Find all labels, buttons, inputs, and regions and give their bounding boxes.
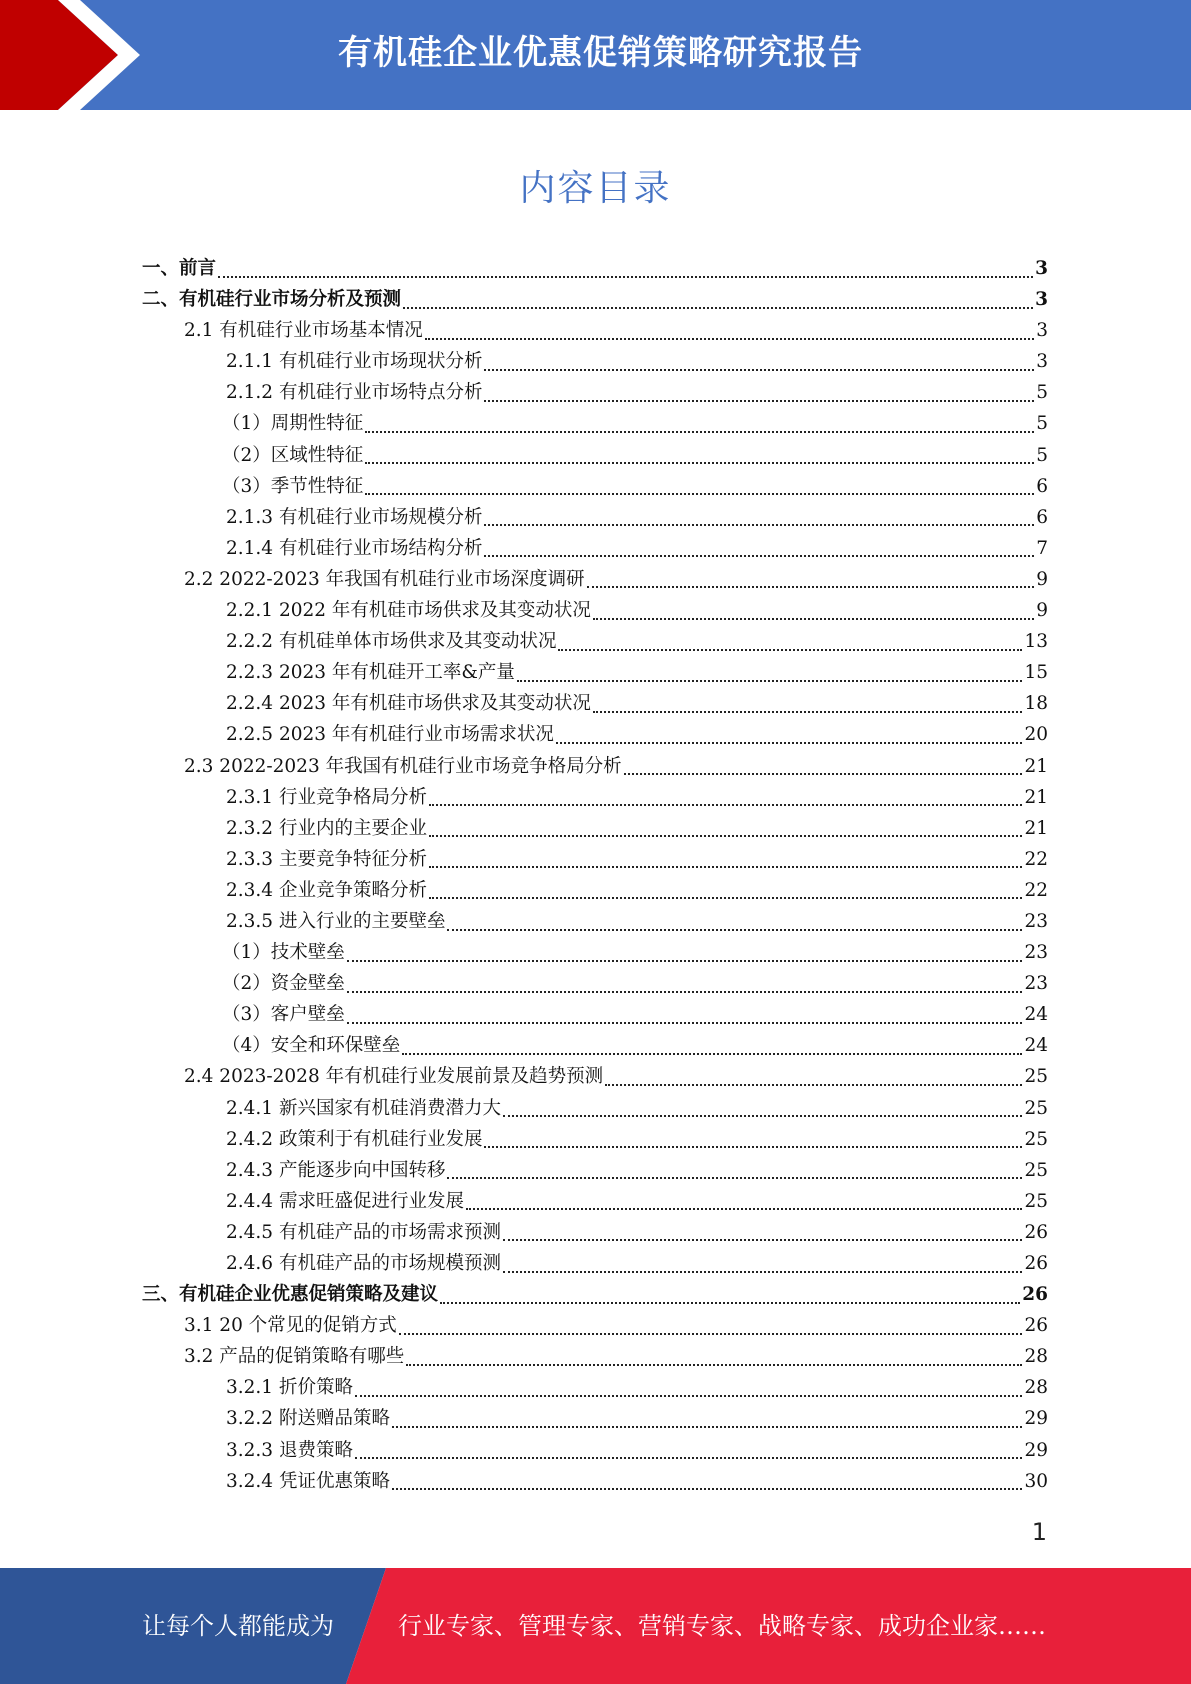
toc-leader-dots [365,493,1034,495]
toc-entry-label: 3.2.2 附送赠品策略 [226,1408,390,1430]
toc-leader-dots [484,1146,1022,1148]
toc-leader-dots [593,618,1034,620]
toc-entry[interactable] [142,937,1048,968]
toc-entry-label: 2.2.3 2023 年有机硅开工率&产量 [226,662,515,684]
toc-entry-page: 6 [1036,475,1048,497]
toc-entry-label: （1）周期性特征 [222,413,364,435]
toc-leader-dots [605,1084,1022,1086]
toc-leader-dots [624,773,1023,775]
toc-entry-label: 2.1.3 有机硅行业市场规模分析 [226,506,483,528]
toc-entry[interactable] [142,968,1048,999]
toc-entry-label: 2.1.2 有机硅行业市场特点分析 [226,382,483,404]
toc-entry-page: 9 [1036,568,1048,590]
toc-entry-label: 2.3.5 进入行业的主要壁垒 [226,910,446,932]
table-of-contents [142,253,1048,1497]
toc-entry[interactable] [142,1435,1048,1466]
toc-entry[interactable] [142,1341,1048,1372]
toc-entry-label: 2.4.6 有机硅产品的市场规模预测 [226,1253,501,1274]
toc-entry-page: 23 [1024,973,1048,995]
toc-leader-dots [429,897,1022,899]
toc-leader-dots [484,524,1034,526]
toc-leader-dots [447,1177,1022,1179]
toc-leader-dots [399,1333,1023,1335]
toc-entry-label: 2.2 2022-2023 年我国有机硅行业市场深度调研 [184,568,585,590]
toc-entry[interactable] [142,440,1048,471]
toc-entry[interactable] [142,1155,1048,1186]
toc-entry-label: 2.4.4 需求旺盛促进行业发展 [226,1190,464,1212]
toc-entry[interactable] [142,253,1048,284]
footer-banner [0,1568,1191,1684]
toc-entry-page: 3 [1036,351,1048,373]
toc-entry-label: 2.1 有机硅行业市场基本情况 [184,320,423,342]
toc-entry[interactable] [142,1466,1048,1497]
toc-entry-page: 29 [1024,1408,1048,1430]
toc-entry[interactable] [142,471,1048,502]
toc-leader-dots [593,711,1023,713]
toc-entry-label: 2.3.1 行业竞争格局分析 [226,786,427,808]
toc-entry[interactable] [142,315,1048,346]
toc-entry-label: 2.4.5 有机硅产品的市场需求预测 [226,1221,501,1243]
toc-leader-dots [218,276,1033,278]
toc-leader-dots [440,1302,1020,1304]
toc-entry[interactable] [142,533,1048,564]
toc-entry[interactable] [142,1279,1048,1310]
toc-entry[interactable] [142,1186,1048,1217]
toc-entry-page: 23 [1024,942,1048,964]
toc-entry-page: 24 [1024,1004,1048,1026]
toc-leader-dots [484,555,1034,557]
toc-entry-page: 3 [1036,320,1048,342]
toc-entry[interactable] [142,408,1048,439]
toc-entry[interactable] [142,377,1048,408]
toc-entry-label: 3.2 产品的促销策略有哪些 [184,1346,405,1368]
toc-entry-label: 2.4 2023-2028 年有机硅行业发展前景及趋势预测 [184,1066,604,1088]
toc-entry[interactable] [142,564,1048,595]
toc-entry[interactable] [142,751,1048,782]
toc-entry[interactable] [142,999,1048,1030]
toc-leader-dots [355,1457,1023,1459]
toc-entry[interactable] [142,844,1048,875]
toc-entry-label: （2）区域性特征 [222,444,364,466]
toc-entry-label: 2.2.5 2023 年有机硅行业市场需求状况 [226,724,554,746]
toc-entry-label: 2.2.2 有机硅单体市场供求及其变动状况 [226,631,557,653]
toc-entry-page: 21 [1024,755,1048,777]
toc-entry-page: 3 [1035,289,1048,311]
toc-entry-page: 13 [1024,631,1048,653]
toc-entry-label: （4）安全和环保壁垒 [222,1035,401,1057]
toc-entry-label: 2.3 2022-2023 年我国有机硅行业市场竞争格局分析 [184,755,622,777]
toc-entry-label: 三、有机硅企业优惠促销策略及建议 [142,1284,439,1306]
page-number: 1 [1031,1518,1047,1546]
toc-entry[interactable] [142,1061,1048,1092]
toc-entry-page: 5 [1036,444,1048,466]
toc-entry-page: 29 [1024,1439,1048,1461]
toc-entry-page: 25 [1024,1097,1048,1119]
toc-entry[interactable] [142,813,1048,844]
toc-leader-dots [447,929,1022,931]
toc-leader-dots [484,400,1034,402]
toc-leader-dots [347,960,1023,962]
toc-entry-page: 22 [1024,879,1048,901]
toc-entry[interactable] [142,1124,1048,1155]
toc-entry-page: 26 [1022,1284,1048,1306]
toc-entry[interactable] [142,657,1048,688]
toc-entry-page: 25 [1024,1190,1048,1212]
toc-entry-label: 2.1.4 有机硅行业市场结构分析 [226,537,483,559]
toc-leader-dots [425,338,1034,340]
toc-leader-dots [466,1208,1022,1210]
toc-leader-dots [587,586,1035,588]
toc-entry-page: 15 [1024,662,1048,684]
toc-entry[interactable] [142,1372,1048,1403]
toc-entry[interactable] [142,782,1048,813]
toc-leader-dots [558,649,1022,651]
toc-leader-dots [503,1271,1022,1273]
toc-entry-page: 25 [1024,1159,1048,1181]
toc-entry-label: 2.4.3 产能逐步向中国转移 [226,1159,446,1181]
toc-entry-label: （3）客户壁垒 [222,1004,345,1026]
toc-leader-dots [429,804,1022,806]
toc-entry-page: 6 [1036,506,1048,528]
toc-entry-page: 7 [1036,537,1048,559]
toc-entry[interactable] [142,1030,1048,1061]
toc-entry-page: 20 [1024,724,1048,746]
toc-leader-dots [347,1022,1023,1024]
toc-entry-label: （1）技术壁垒 [222,942,345,964]
toc-leader-dots [365,462,1034,464]
toc-leader-dots [402,1053,1022,1055]
toc-entry-page: 26 [1024,1221,1048,1243]
toc-leader-dots [365,431,1034,433]
toc-entry-page: 18 [1024,693,1048,715]
toc-leader-dots [517,680,1023,682]
toc-entry[interactable] [142,595,1048,626]
toc-entry-label: 2.1.1 有机硅行业市场现状分析 [226,351,483,373]
toc-entry-page: 30 [1024,1470,1048,1492]
toc-entry[interactable] [142,875,1048,906]
toc-entry-page: 26 [1024,1253,1048,1274]
toc-entry[interactable] [142,284,1048,315]
toc-entry-page: 28 [1024,1346,1048,1368]
toc-entry[interactable] [142,719,1048,750]
toc-entry-label: 一、前言 [142,258,217,279]
toc-entry-label: 3.2.4 凭证优惠策略 [226,1470,390,1492]
toc-entry-label: 2.3.2 行业内的主要企业 [226,817,427,839]
toc-entry-label: 2.3.4 企业竞争策略分析 [226,879,427,901]
toc-entry-page: 5 [1036,382,1048,404]
toc-entry[interactable] [142,1248,1048,1279]
toc-entry-page: 28 [1024,1377,1048,1399]
toc-entry-page: 25 [1024,1128,1048,1150]
toc-entry[interactable] [142,1093,1048,1124]
toc-entry[interactable] [142,346,1048,377]
toc-entry[interactable] [142,502,1048,533]
toc-entry-label: 2.4.2 政策利于有机硅行业发展 [226,1128,483,1150]
toc-entry[interactable] [142,1403,1048,1434]
toc-leader-dots [406,1364,1022,1366]
toc-entry[interactable] [142,906,1048,937]
report-title: 有机硅企业优惠促销策略研究报告 [338,33,863,73]
toc-entry[interactable] [142,626,1048,657]
toc-entry-page: 5 [1036,413,1048,435]
toc-entry-page: 24 [1024,1035,1048,1057]
toc-entry-page: 3 [1035,258,1048,279]
header-arrow-decoration [0,0,160,110]
toc-leader-dots [429,866,1022,868]
footer-slogan-right: 行业专家、管理专家、营销专家、战略专家、成功企业家…… [398,1612,1046,1640]
toc-entry-label: 2.4.1 新兴国家有机硅消费潜力大 [226,1097,501,1119]
toc-entry-page: 26 [1024,1315,1048,1337]
toc-leader-dots [392,1488,1022,1490]
toc-heading: 内容目录 [519,168,672,209]
toc-leader-dots [429,835,1022,837]
toc-entry-label: （2）资金壁垒 [222,973,345,995]
toc-entry-page: 23 [1024,910,1048,932]
toc-leader-dots [556,742,1023,744]
toc-entry[interactable] [142,1217,1048,1248]
toc-leader-dots [355,1395,1023,1397]
toc-leader-dots [503,1115,1022,1117]
toc-entry-label: （3）季节性特征 [222,475,364,497]
toc-entry-page: 21 [1024,786,1048,808]
toc-entry[interactable] [142,1310,1048,1341]
toc-leader-dots [392,1426,1022,1428]
toc-entry-label: 3.1 20 个常见的促销方式 [184,1315,397,1337]
toc-leader-dots [503,1239,1022,1241]
footer-slogan-left: 让每个人都能成为 [142,1612,334,1640]
toc-leader-dots [403,307,1033,309]
toc-entry-page: 22 [1024,848,1048,870]
toc-entry-label: 二、有机硅行业市场分析及预测 [142,289,402,311]
toc-leader-dots [484,369,1034,371]
toc-entry[interactable] [142,688,1048,719]
toc-entry-label: 3.2.1 折价策略 [226,1377,353,1399]
toc-entry-label: 2.2.1 2022 年有机硅市场供求及其变动状况 [226,600,591,622]
toc-entry-label: 3.2.3 退费策略 [226,1439,353,1461]
toc-leader-dots [347,991,1023,993]
toc-entry-page: 9 [1036,600,1048,622]
toc-entry-label: 2.2.4 2023 年有机硅市场供求及其变动状况 [226,693,591,715]
toc-entry-page: 25 [1024,1066,1048,1088]
toc-entry-page: 21 [1024,817,1048,839]
toc-entry-label: 2.3.3 主要竞争特征分析 [226,848,427,870]
